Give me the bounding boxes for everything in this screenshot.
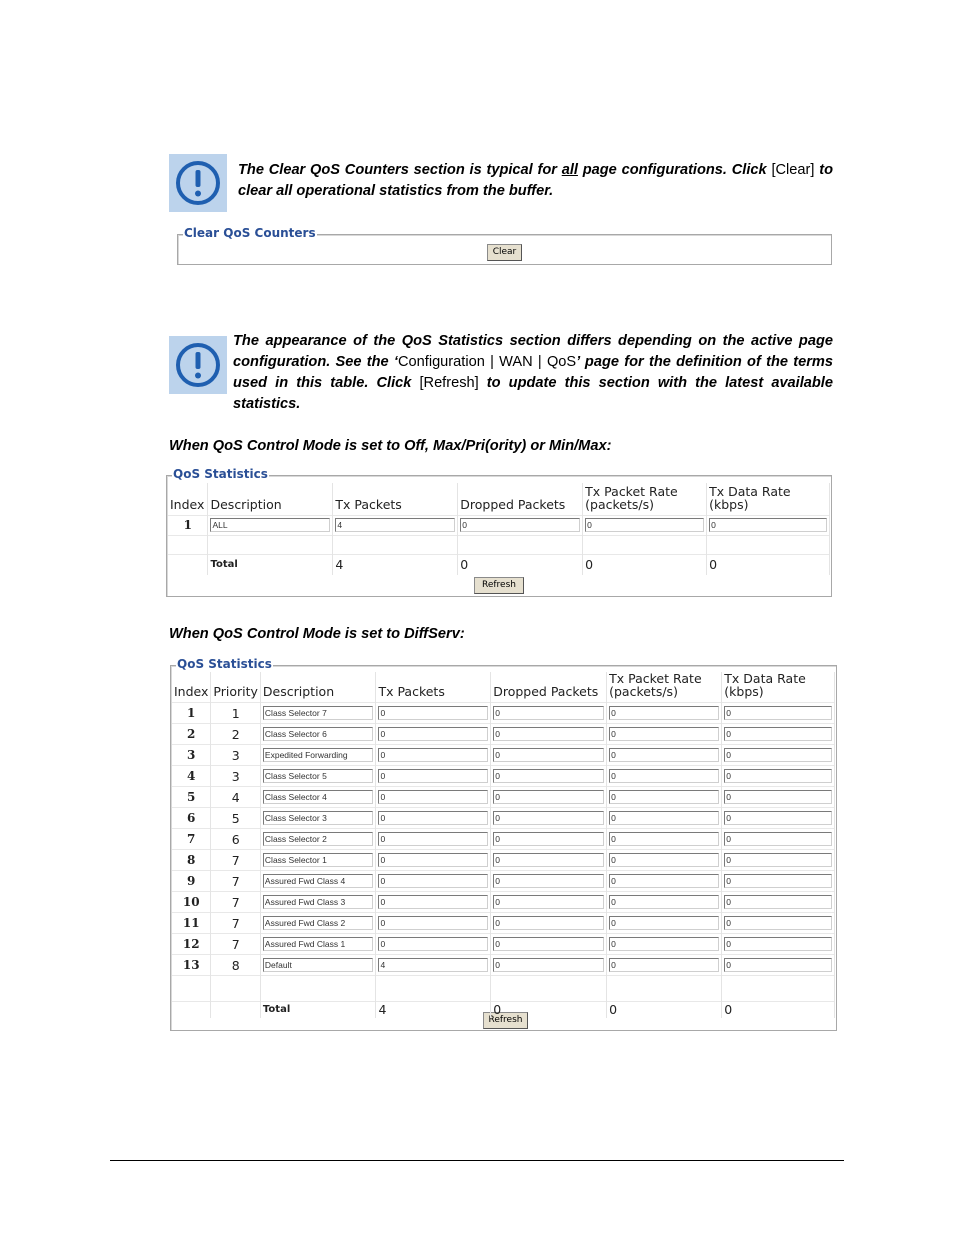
- total-row: [168, 554, 830, 575]
- row-priority: 3: [211, 766, 261, 787]
- dropped-packets-field[interactable]: 0: [493, 790, 604, 804]
- dropped-packets-field[interactable]: 0: [493, 874, 604, 888]
- row-priority: 6: [211, 829, 261, 850]
- tx-data-rate-field[interactable]: 0: [724, 874, 832, 888]
- description-field[interactable]: Assured Fwd Class 2: [263, 916, 374, 930]
- clear-counters-note: The Clear QoS Counters section is typical for all page configurations. Click [Clear] to clear all operational statistics from the buffer.: [238, 162, 833, 199]
- tx-packets-field[interactable]: 0: [378, 874, 488, 888]
- table-row: [172, 766, 835, 787]
- dropped-packets-field[interactable]: 0: [493, 727, 604, 741]
- table-row: [172, 703, 835, 724]
- tx-data-rate-field[interactable]: 0: [724, 727, 832, 741]
- qos-statistics-table-basic: [168, 483, 830, 575]
- row-index: 13: [172, 955, 211, 976]
- tx-packets-field[interactable]: 0: [378, 916, 488, 930]
- table-row: [172, 829, 835, 850]
- tx-data-rate-field[interactable]: 0: [724, 853, 832, 867]
- tx-data-rate-field[interactable]: 0: [724, 811, 832, 825]
- row-index: 2: [172, 724, 211, 745]
- qos-statistics-legend: QoS Statistics: [177, 657, 272, 671]
- row-index: 7: [172, 829, 211, 850]
- description-field[interactable]: Class Selector 5: [263, 769, 374, 783]
- description-field[interactable]: Default: [263, 958, 374, 972]
- col-header-index: Index: [172, 672, 211, 703]
- tx-data-rate-field[interactable]: 0: [724, 706, 832, 720]
- table-row: [168, 515, 830, 535]
- row-priority: 8: [211, 955, 261, 976]
- qos-statistics-note: The appearance of the QoS Statistics section differs depending on the active page configuration. See the ‘Configuration | WAN | QoS’ page for the definition of the terms used in this table. Click [Refresh] to update this section with the latest available statistics.: [233, 333, 833, 412]
- total-tx-packets: 4: [333, 554, 458, 575]
- tx-data-rate-field[interactable]: 0: [724, 769, 832, 783]
- row-priority: 4: [211, 787, 261, 808]
- row-index: 1: [168, 515, 208, 535]
- tx-data-rate-field[interactable]: 0: [724, 748, 832, 762]
- dropped-packets-field[interactable]: 0: [460, 518, 580, 532]
- tx-packet-rate-field[interactable]: 0: [609, 937, 719, 951]
- total-tx-packets: 4: [376, 1002, 491, 1018]
- total-data-rate: 0: [707, 554, 830, 575]
- clear-qos-counters-legend: Clear QoS Counters: [184, 226, 316, 240]
- description-field[interactable]: Class Selector 3: [263, 811, 374, 825]
- tx-packet-rate-field[interactable]: 0: [609, 853, 719, 867]
- total-data-rate: 0: [722, 1002, 835, 1018]
- tx-data-rate-field[interactable]: 0: [724, 916, 832, 930]
- dropped-packets-field[interactable]: 0: [493, 937, 604, 951]
- tx-packets-field[interactable]: 0: [378, 769, 488, 783]
- tx-packets-field[interactable]: 0: [378, 832, 488, 846]
- description-field[interactable]: Assured Fwd Class 4: [263, 874, 374, 888]
- qos-statistics-table-diffserv: [172, 672, 835, 1018]
- description-field[interactable]: Class Selector 4: [263, 790, 374, 804]
- info-exclamation-icon: [169, 154, 227, 212]
- total-label: Total: [260, 1002, 376, 1018]
- tx-packets-field[interactable]: 4: [378, 958, 488, 972]
- tx-packets-field[interactable]: 0: [378, 790, 488, 804]
- total-dropped: 0: [458, 554, 583, 575]
- table-row: [172, 913, 835, 934]
- row-index: 11: [172, 913, 211, 934]
- description-field[interactable]: Class Selector 7: [263, 706, 374, 720]
- dropped-packets-field[interactable]: 0: [493, 748, 604, 762]
- tx-packet-rate-field[interactable]: 0: [609, 727, 719, 741]
- tx-data-rate-field[interactable]: 0: [724, 895, 832, 909]
- col-header-description: Description: [208, 483, 333, 515]
- tx-packets-field[interactable]: 0: [378, 853, 488, 867]
- tx-packet-rate-field[interactable]: 0: [609, 832, 719, 846]
- refresh-button[interactable]: Refresh: [474, 577, 524, 594]
- dropped-packets-field[interactable]: 0: [493, 769, 604, 783]
- row-index: 6: [172, 808, 211, 829]
- table-row: [172, 934, 835, 955]
- spacer-row: [168, 535, 830, 554]
- description-field[interactable]: Assured Fwd Class 1: [263, 937, 374, 951]
- row-priority: 2: [211, 724, 261, 745]
- row-index: 10: [172, 892, 211, 913]
- qos-statistics-legend: QoS Statistics: [173, 467, 268, 481]
- description-field[interactable]: ALL: [210, 518, 330, 532]
- clear-qos-counters-panel: [177, 226, 832, 265]
- col-header-index: Index: [168, 483, 208, 515]
- dropped-packets-field[interactable]: 0: [493, 706, 604, 720]
- table-row: [172, 787, 835, 808]
- row-priority: 7: [211, 913, 261, 934]
- col-header-tx-packet-rate: Tx Packet Rate (packets/s): [583, 483, 707, 515]
- col-header-dropped-packets: Dropped Packets: [491, 672, 607, 703]
- tx-packets-field[interactable]: 0: [378, 811, 488, 825]
- tx-packets-field[interactable]: 0: [378, 727, 488, 741]
- row-index: 1: [172, 703, 211, 724]
- tx-data-rate-field[interactable]: 0: [709, 518, 827, 532]
- col-header-tx-packets: Tx Packets: [376, 672, 491, 703]
- description-field[interactable]: Class Selector 6: [263, 727, 374, 741]
- info-exclamation-icon: [169, 336, 227, 394]
- row-priority: 5: [211, 808, 261, 829]
- dropped-packets-field[interactable]: 0: [493, 853, 604, 867]
- col-header-tx-packet-rate: Tx Packet Rate (packets/s): [607, 672, 722, 703]
- dropped-packets-field[interactable]: 0: [493, 895, 604, 909]
- spacer-row: [172, 976, 835, 1002]
- dropped-packets-field[interactable]: 0: [493, 832, 604, 846]
- col-header-description: Description: [260, 672, 376, 703]
- tx-data-rate-field[interactable]: 0: [724, 937, 832, 951]
- col-header-priority: Priority: [211, 672, 261, 703]
- page-footer-rule: [110, 1160, 844, 1161]
- tx-packet-rate-field[interactable]: 0: [609, 895, 719, 909]
- col-header-dropped-packets: Dropped Packets: [458, 483, 583, 515]
- row-index: 5: [172, 787, 211, 808]
- col-header-tx-packets: Tx Packets: [333, 483, 458, 515]
- table-row: [172, 892, 835, 913]
- table-row: [172, 955, 835, 976]
- col-header-tx-data-rate: Tx Data Rate (kbps): [722, 672, 835, 703]
- row-priority: 7: [211, 934, 261, 955]
- tx-data-rate-field[interactable]: 0: [724, 958, 832, 972]
- total-tx-rate: 0: [583, 554, 707, 575]
- row-priority: 3: [211, 745, 261, 766]
- total-tx-rate: 0: [607, 1002, 722, 1018]
- tx-packets-field[interactable]: 0: [378, 706, 488, 720]
- tx-packet-rate-field[interactable]: 0: [609, 706, 719, 720]
- caption-off-max-pri: When QoS Control Mode is set to Off, Max/Pri(ority) or Min/Max:: [169, 438, 612, 454]
- description-field[interactable]: Class Selector 2: [263, 832, 374, 846]
- total-label: Total: [208, 554, 333, 575]
- tx-packet-rate-field[interactable]: 0: [609, 916, 719, 930]
- caption-diffserv: When QoS Control Mode is set to DiffServ:: [169, 626, 465, 642]
- tx-packet-rate-field[interactable]: 0: [609, 811, 719, 825]
- row-index: 4: [172, 766, 211, 787]
- tx-packet-rate-field[interactable]: 0: [585, 518, 704, 532]
- table-row: [172, 808, 835, 829]
- tx-packet-rate-field[interactable]: 0: [609, 769, 719, 783]
- tx-packet-rate-field[interactable]: 0: [609, 874, 719, 888]
- description-field[interactable]: Assured Fwd Class 3: [263, 895, 374, 909]
- row-priority: 7: [211, 892, 261, 913]
- dropped-packets-field[interactable]: 0: [493, 811, 604, 825]
- tx-packets-field[interactable]: 0: [378, 748, 488, 762]
- table-row: [172, 871, 835, 892]
- description-field[interactable]: Expedited Forwarding: [263, 748, 374, 762]
- tx-data-rate-field[interactable]: 0: [724, 790, 832, 804]
- tx-packet-rate-field[interactable]: 0: [609, 790, 719, 804]
- row-index: 12: [172, 934, 211, 955]
- refresh-button[interactable]: Refresh: [483, 1012, 528, 1029]
- table-row: [172, 724, 835, 745]
- tx-packets-field[interactable]: 4: [335, 518, 455, 532]
- description-field[interactable]: Class Selector 1: [263, 853, 374, 867]
- tx-packets-field[interactable]: 0: [378, 895, 488, 909]
- clear-button[interactable]: Clear: [487, 244, 522, 261]
- row-priority: 1: [211, 703, 261, 724]
- col-header-tx-data-rate: Tx Data Rate (kbps): [707, 483, 830, 515]
- table-row: [172, 850, 835, 871]
- row-index: 8: [172, 850, 211, 871]
- row-priority: 7: [211, 871, 261, 892]
- row-index: 9: [172, 871, 211, 892]
- row-priority: 7: [211, 850, 261, 871]
- dropped-packets-field[interactable]: 0: [493, 916, 604, 930]
- tx-packet-rate-field[interactable]: 0: [609, 958, 719, 972]
- tx-data-rate-field[interactable]: 0: [724, 832, 832, 846]
- dropped-packets-field[interactable]: 0: [493, 958, 604, 972]
- tx-packets-field[interactable]: 0: [378, 937, 488, 951]
- tx-packet-rate-field[interactable]: 0: [609, 748, 719, 762]
- table-row: [172, 745, 835, 766]
- total-row: [172, 1002, 835, 1018]
- row-index: 3: [172, 745, 211, 766]
- total-dropped: 0: [491, 1002, 607, 1018]
